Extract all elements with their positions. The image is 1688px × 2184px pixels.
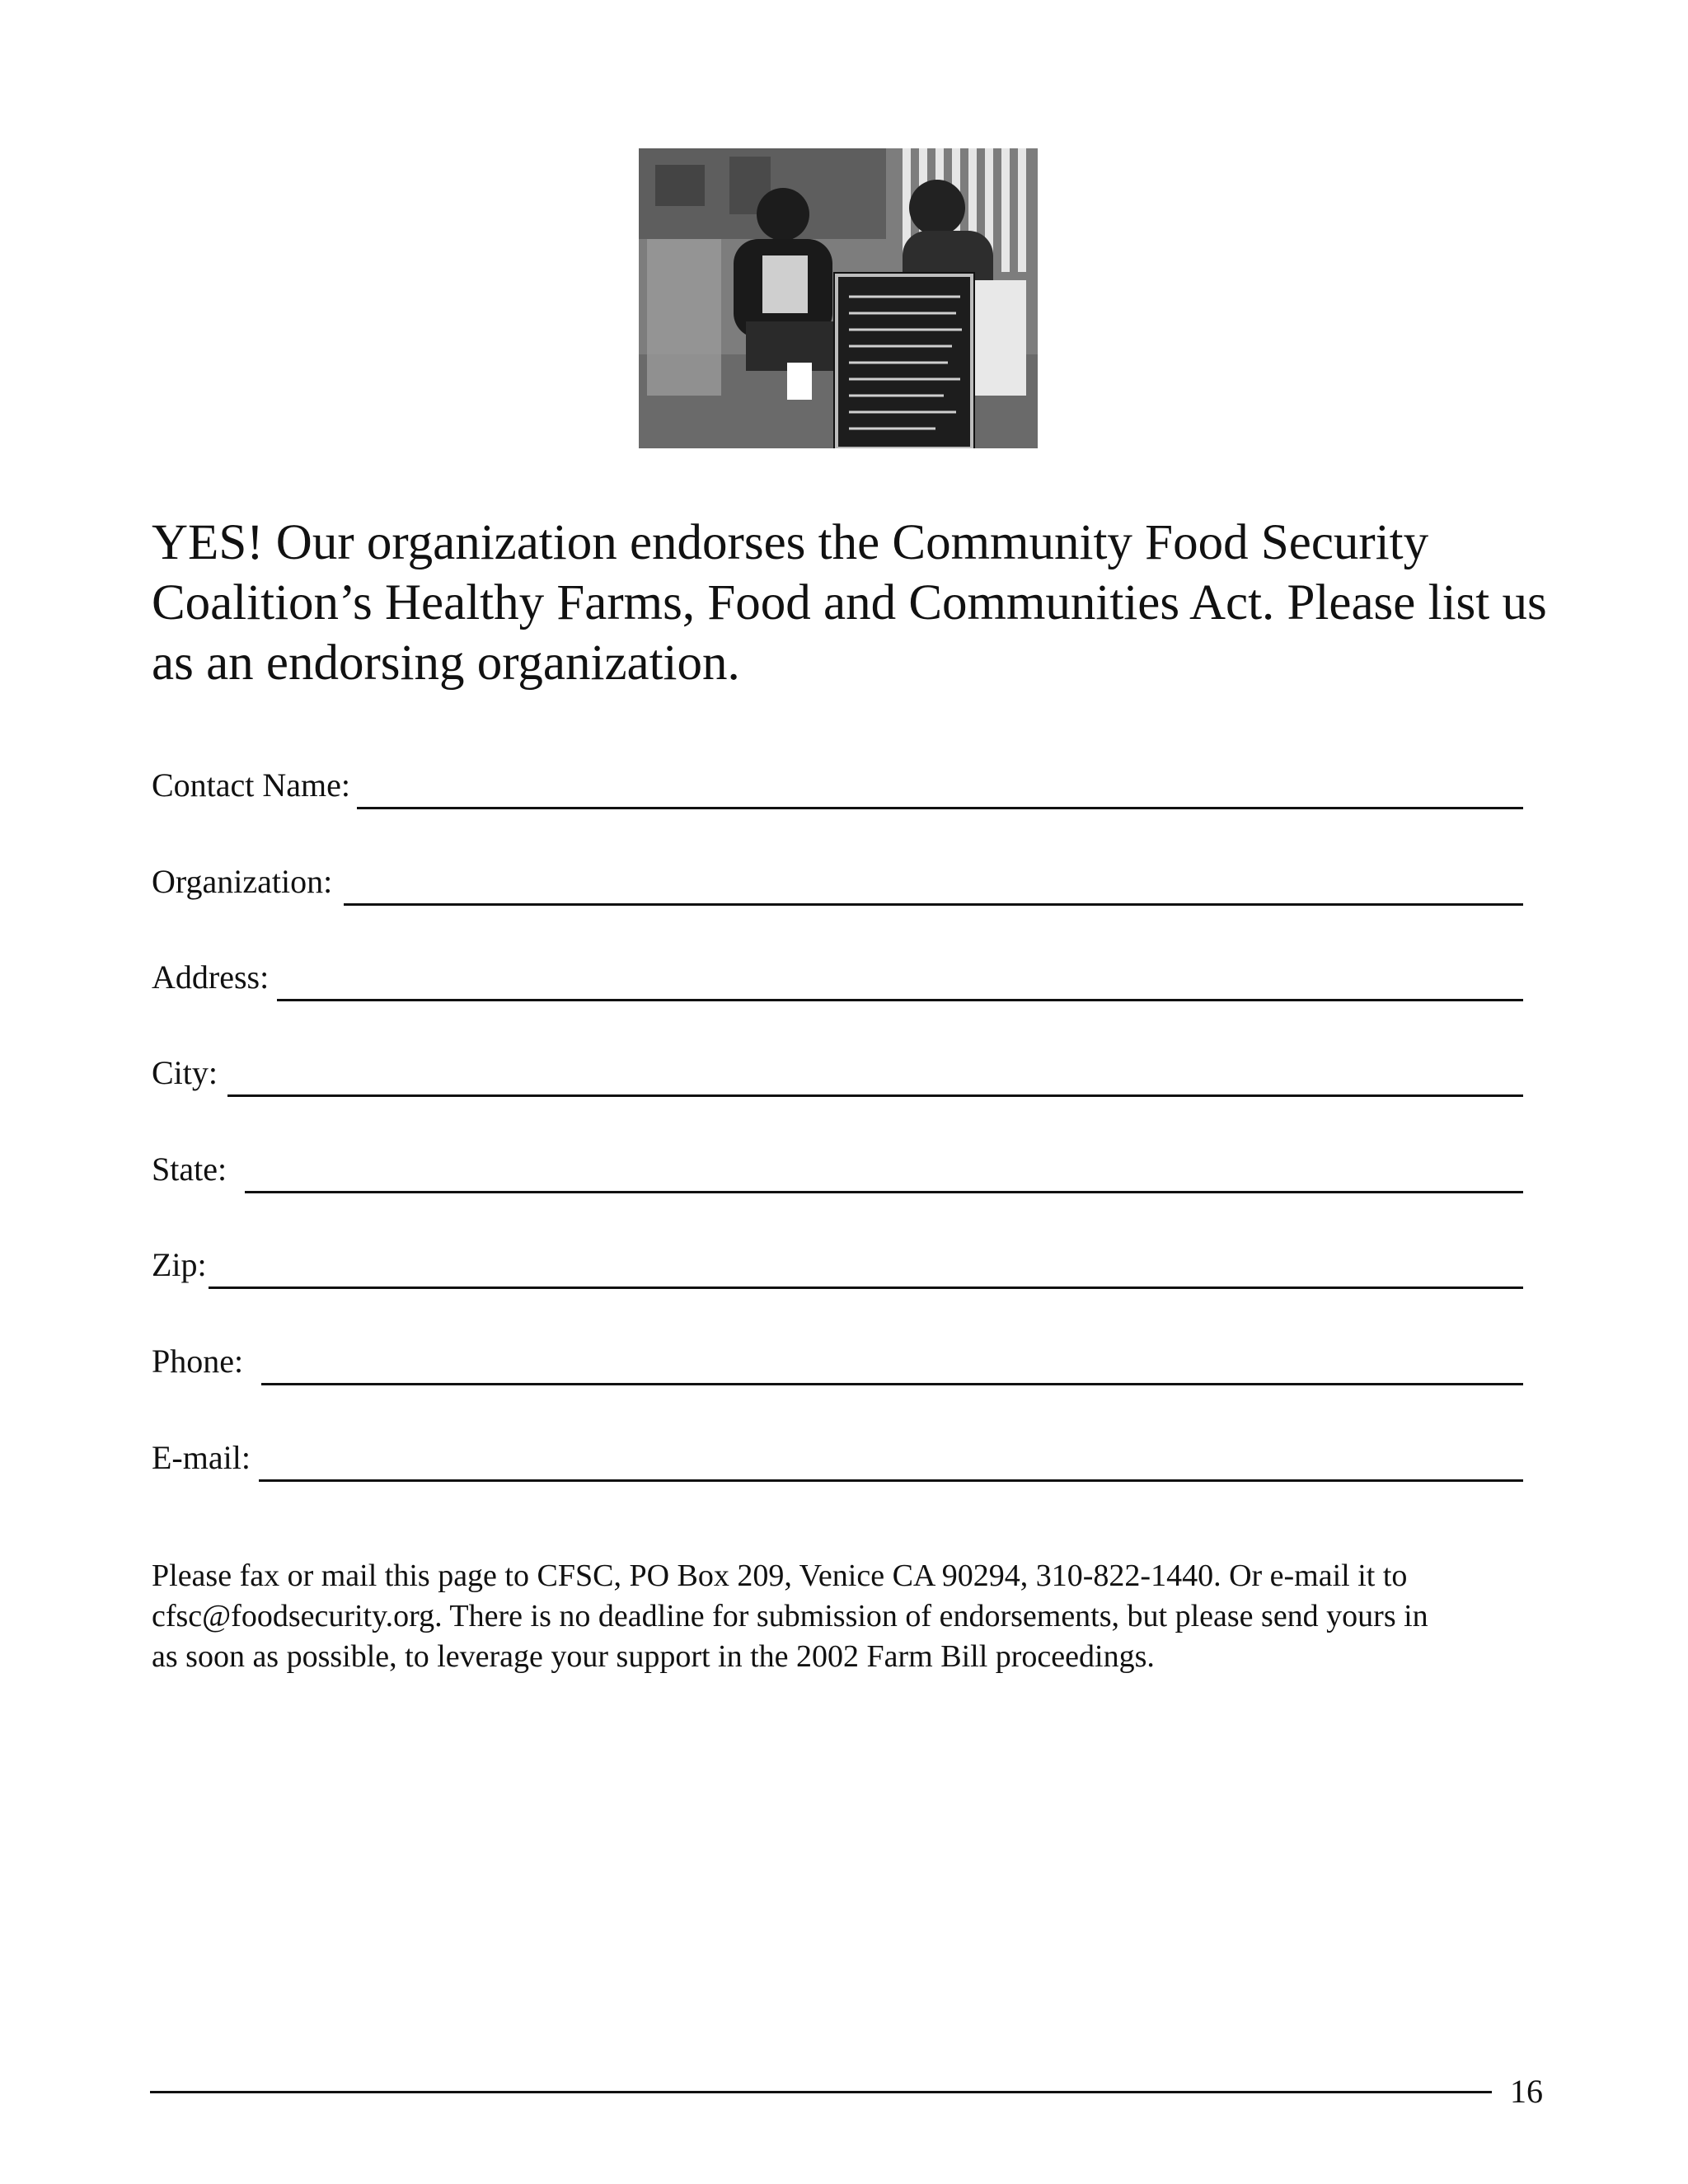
farm-stand-photo: [639, 148, 1038, 448]
instructions-line-3: as soon as possible, to leverage your support in the 2002 Farm Bill proceedings.: [152, 1639, 1155, 1674]
instructions-line-2: cfsc@foodsecurity.org. There is no deadline for submission of endorsements, but please send yours in: [152, 1599, 1428, 1633]
email-input-line[interactable]: [259, 1460, 1523, 1482]
state-input-line[interactable]: [245, 1171, 1523, 1193]
email-label: E-mail:: [152, 1439, 251, 1476]
address-label: Address:: [152, 958, 270, 996]
phone-label: Phone:: [152, 1343, 244, 1380]
organization-field: [152, 856, 1523, 906]
instructions-line-1: Please fax or mail this page to CFSC, PO Box 209, Venice CA 90294, 310-822-1440. Or e-mail it to: [152, 1558, 1408, 1593]
page-number: 16: [1510, 2073, 1543, 2110]
email-field: [152, 1432, 1523, 1482]
organization-label: Organization:: [152, 863, 333, 900]
city-label: City:: [152, 1054, 218, 1091]
city-input-line[interactable]: [227, 1075, 1523, 1097]
endorsement-statement: YES! Our organization endorses the Community Food Security Coalition’s Healthy Farms, Food and Communities Act. Please list us as an endorsing organization.: [152, 515, 1547, 691]
address-field: [152, 952, 1523, 1001]
submission-instructions: [152, 1556, 1545, 1677]
phone-input-line[interactable]: [261, 1363, 1523, 1385]
state-label: State:: [152, 1151, 227, 1188]
city-field: [152, 1047, 1523, 1097]
zip-input-line[interactable]: [209, 1267, 1523, 1289]
zip-field: [152, 1240, 1523, 1289]
contact-name-input-line[interactable]: [357, 787, 1523, 809]
zip-label: Zip:: [152, 1246, 207, 1283]
phone-field: [152, 1336, 1523, 1385]
contact-name-field: [152, 760, 1523, 809]
contact-name-label: Contact Name:: [152, 766, 351, 804]
footer-divider: [150, 2091, 1492, 2093]
address-input-line[interactable]: [277, 979, 1523, 1001]
state-field: [152, 1144, 1523, 1193]
organization-input-line[interactable]: [344, 883, 1523, 906]
